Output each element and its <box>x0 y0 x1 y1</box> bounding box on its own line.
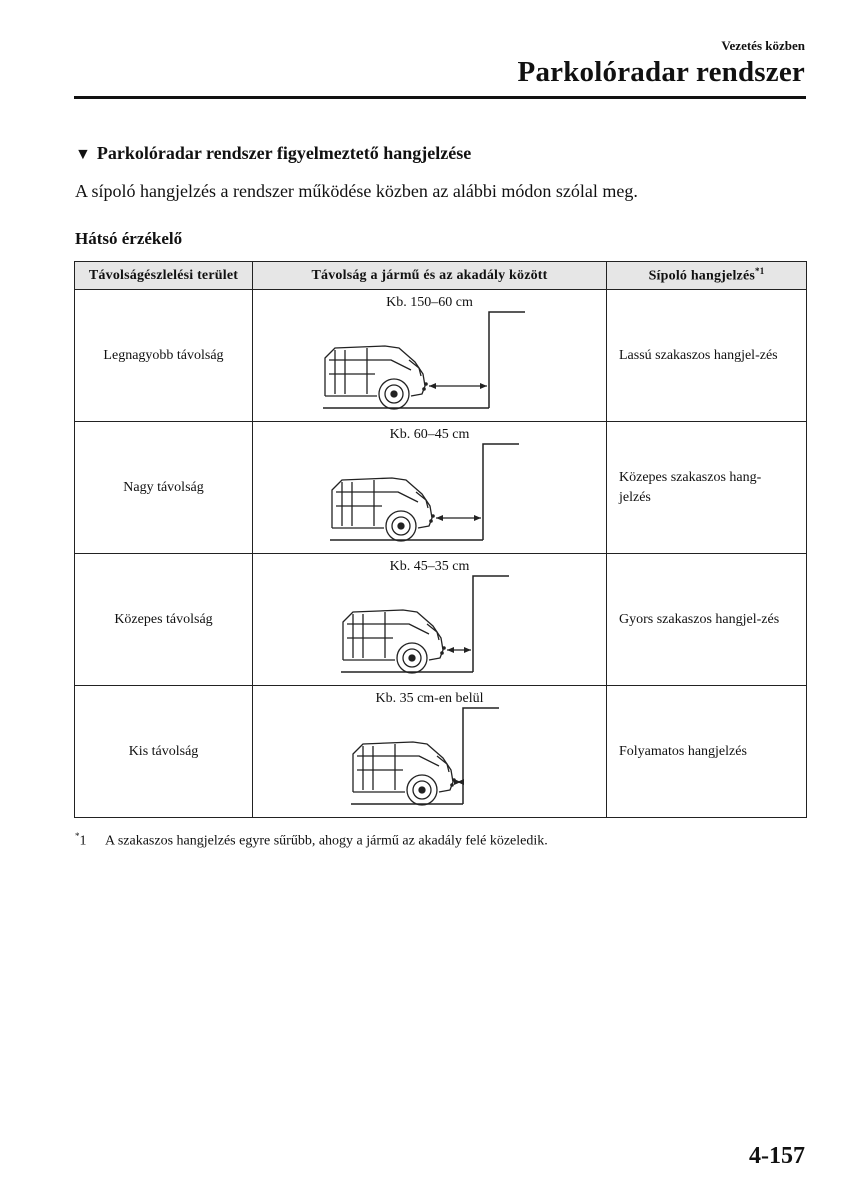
sensor-dot <box>424 382 428 386</box>
distance-figure-cell <box>253 686 607 818</box>
car-hub-center <box>419 787 425 793</box>
car-hub-center <box>398 523 404 529</box>
table-row <box>75 422 807 554</box>
header-distance: Távolság a jármű és az akadály között <box>253 262 607 290</box>
header-beep <box>607 262 807 290</box>
distance-range-label: Kb. 150–60 cm <box>386 295 473 310</box>
sensor-dot <box>442 646 446 650</box>
distance-figure-cell <box>253 554 607 686</box>
zone-cell: Kis távolság <box>75 686 253 818</box>
obstacle-wall <box>463 708 499 804</box>
obstacle-wall <box>473 576 509 672</box>
car-door-lines <box>342 480 374 526</box>
car-beltline <box>347 624 429 634</box>
zone-cell: Közepes távolság <box>75 554 253 686</box>
car-body <box>332 478 432 528</box>
obstacle-wall <box>483 444 519 540</box>
car-beltline <box>336 492 418 502</box>
car-beltline <box>357 756 439 766</box>
arrow-head-right <box>464 647 471 653</box>
car-rear-view-group <box>343 610 443 673</box>
arrow-head-left <box>429 383 436 389</box>
arrow-head-right <box>474 515 481 521</box>
beep-cell: Gyors szakaszos hangjel-zés <box>607 554 807 686</box>
section-heading-text: Parkolóradar rendszer figyelmeztető hangjelzése <box>96 143 472 163</box>
distance-range-label: Kb. 35 cm-en belül <box>375 691 484 706</box>
page-title: Parkolóradar rendszer <box>517 56 805 88</box>
arrow-head-left <box>436 515 443 521</box>
car-body <box>353 742 453 792</box>
sensor-dot <box>440 651 444 655</box>
car-door-lines <box>335 348 367 394</box>
car-door-lines <box>353 612 385 658</box>
footnote <box>75 831 548 850</box>
distance-range-label: Kb. 60–45 cm <box>389 427 470 442</box>
arrow-head-right <box>480 383 487 389</box>
intro-paragraph: A sípoló hangjelzés a rendszer működése közben az alábbi módon szólal meg. <box>75 181 638 201</box>
beep-cell: Közepes szakaszos hang-jelzés <box>607 422 807 554</box>
table-row <box>75 554 807 686</box>
car-door-lines <box>363 744 395 790</box>
title-rule <box>74 96 806 99</box>
sensor-dot <box>450 783 454 787</box>
arrow-head-left <box>447 647 454 653</box>
obstacle-wall <box>489 312 525 408</box>
table-row <box>75 686 807 818</box>
car-rear-view-group <box>353 742 453 805</box>
page-number: 4-157 <box>749 1143 805 1169</box>
car-beltline <box>329 360 411 370</box>
zone-cell: Nagy távolság <box>75 422 253 554</box>
beep-cell: Folyamatos hangjelzés <box>607 686 807 818</box>
car-body <box>343 610 443 660</box>
car-obstacle-illustration <box>253 290 607 421</box>
footnote-mark: *1 <box>75 831 87 849</box>
zone-cell: Legnagyobb távolság <box>75 290 253 422</box>
car-obstacle-illustration <box>253 686 607 817</box>
table-row <box>75 290 807 422</box>
distance-figure-cell <box>253 290 607 422</box>
distance-range-label: Kb. 45–35 cm <box>389 559 470 574</box>
sensor-dot <box>431 514 435 518</box>
sensor-dot <box>422 387 426 391</box>
section-heading <box>75 143 471 164</box>
table-header-row <box>75 262 807 290</box>
section-label: Vezetés közben <box>721 38 805 53</box>
triangle-down-icon: ▼ <box>75 146 91 163</box>
subheading-rear-sensor: Hátsó érzékelő <box>75 229 183 248</box>
distance-figure-cell <box>253 422 607 554</box>
header-zone: Távolságészlelési terület <box>75 262 253 290</box>
car-rear-view-group <box>332 478 432 541</box>
arrow-head-right <box>454 779 461 785</box>
header-beep-text: Sípoló hangjelzés <box>648 268 756 284</box>
car-rear-view-group <box>325 346 425 409</box>
footnote-text: A szakaszos hangjelzés egyre sűrűbb, ahogy a jármű az akadály felé közeledik. <box>105 833 548 849</box>
beep-cell: Lassú szakaszos hangjel-zés <box>607 290 807 422</box>
car-hub-center <box>409 655 415 661</box>
car-body <box>325 346 425 396</box>
car-hub-center <box>391 391 397 397</box>
car-obstacle-illustration <box>253 422 607 553</box>
footnote-ref: *1 <box>755 266 765 277</box>
sensor-dot <box>429 519 433 523</box>
car-obstacle-illustration <box>253 554 607 685</box>
beep-table <box>74 261 807 818</box>
